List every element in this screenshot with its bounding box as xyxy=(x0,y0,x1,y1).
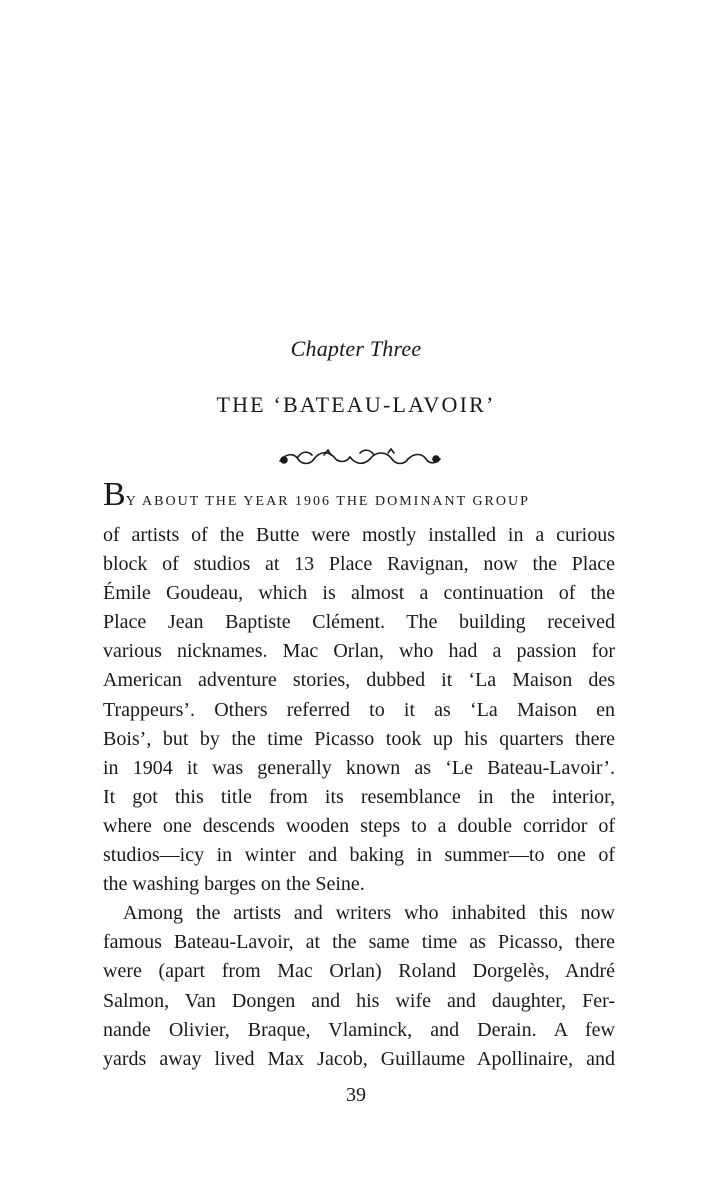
chapter-title: THE ‘BATEAU-LAVOIR’ xyxy=(216,392,496,417)
floral-ornament-icon xyxy=(276,447,444,471)
drop-cap: B xyxy=(103,476,126,513)
text-line: studios—icy in winter and baking in summer—to one of xyxy=(103,844,615,867)
text-line: where one descends wooden steps to a double corridor of xyxy=(103,814,615,837)
text-line: in 1904 it was generally known as ‘Le Bateau-Lavoir’. xyxy=(103,756,615,779)
text-line: yards away lived Max Jacob, Guillaume Apollinaire, and xyxy=(103,1047,615,1070)
text-line: Bois’, but by the time Picasso took up his quarters there xyxy=(103,727,615,750)
text-line: Trappeurs’. Others referred to it as ‘La Maison en xyxy=(103,698,615,721)
text-line: nande Olivier, Braque, Vlaminck, and Derain. A few xyxy=(103,1018,615,1041)
text-line: Salmon, Van Dongen and his wife and daughter, Fer- xyxy=(103,989,615,1012)
text-line: Among the artists and writers who inhabited this now xyxy=(123,902,615,925)
text-line: American adventure stories, dubbed it ‘La Maison des xyxy=(103,669,615,692)
text-line: block of studios at 13 Place Ravignan, now the Place xyxy=(103,553,615,576)
text-line: various nicknames. Mac Orlan, who had a passion for xyxy=(103,640,615,663)
opening-line xyxy=(103,476,615,521)
chapter-body xyxy=(103,476,615,1074)
text-line: were (apart from Mac Orlan) Roland Dorgelès, André xyxy=(103,960,615,983)
chapter-label: Chapter Three xyxy=(290,336,422,361)
text-line: It got this title from its resemblance in the interior, xyxy=(103,785,615,808)
text-line: Émile Goudeau, which is almost a continuation of the xyxy=(103,582,615,605)
page-number: 39 xyxy=(346,1084,366,1106)
text-line: of artists of the Butte were mostly installed in a curious xyxy=(103,524,615,546)
text-line: famous Bateau-Lavoir, at the same time as Picasso, there xyxy=(103,931,615,954)
opening-smallcaps: Y ABOUT THE YEAR 1906 THE DOMINANT GROUP xyxy=(125,494,530,509)
text-line: Place Jean Baptiste Clément. The building received xyxy=(103,611,615,634)
text-line: the washing barges on the Seine. xyxy=(103,873,365,896)
